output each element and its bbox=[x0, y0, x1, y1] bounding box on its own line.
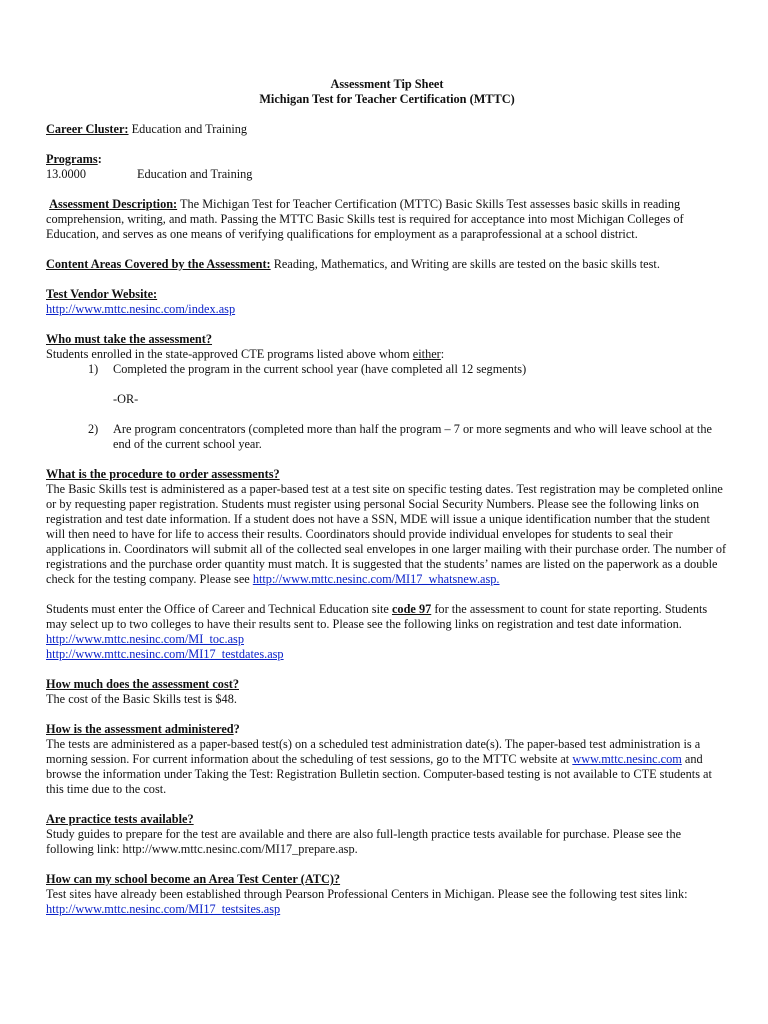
program-code: 13.0000 bbox=[46, 167, 86, 181]
procedure-p2-text-after: for the assessment to count for state reporting. Students may select up to two colleges to have their results sent to. Please see the following links on registration and test date information. bbox=[46, 602, 708, 631]
vendor-link[interactable]: http://www.mttc.nesinc.com/index.asp bbox=[46, 302, 236, 316]
procedure-p2-text: Students must enter the Office of Career and Technical Education site bbox=[46, 602, 392, 616]
cost-heading: How much does the assessment cost? bbox=[46, 677, 239, 691]
content-areas-text: Reading, Mathematics, and Writing are skills are tested on the basic skills test. bbox=[270, 257, 660, 271]
administered-text: The tests are administered as a paper-based test(s) on a scheduled test administration date(s). The paper-based test administration is a morning session. For current information about the scheduling of test sessions, go to the MTTC website at bbox=[46, 737, 701, 766]
administered-paragraph bbox=[46, 737, 728, 797]
testsites-link[interactable]: http://www.mttc.nesinc.com/MI17_testsites.asp bbox=[46, 902, 281, 916]
who-intro-text: Students enrolled in the state-approved CTE programs listed above whom bbox=[46, 347, 413, 361]
content-areas bbox=[46, 257, 728, 272]
assessment-description bbox=[46, 197, 728, 242]
administered-heading bbox=[46, 722, 728, 737]
whatsnew-link[interactable]: http://www.mttc.nesinc.com/MI17_whatsnew.asp. bbox=[252, 572, 500, 586]
career-cluster-value: Education and Training bbox=[128, 122, 248, 136]
testdates-link[interactable]: http://www.mttc.nesinc.com/MI17_testdates.asp bbox=[46, 647, 284, 661]
who-intro-colon: : bbox=[440, 347, 445, 361]
programs-label: Programs bbox=[46, 152, 98, 166]
programs-heading bbox=[46, 152, 728, 167]
assessment-description-text: The Michigan Test for Teacher Certification (MTTC) Basic Skills Test assesses basic skills in reading comprehension, writing, and math. Passing the MTTC Basic Skills test is required for acceptance into most Michigan Colleges of Education, and serves as one means of verifying qualifications for employment as a paraprofessional at a school district. bbox=[46, 197, 684, 241]
career-cluster bbox=[46, 122, 728, 137]
programs-colon: : bbox=[97, 152, 102, 166]
cost-text: The cost of the Basic Skills test is $48. bbox=[46, 692, 237, 706]
list-item bbox=[88, 362, 728, 377]
procedure-heading: What is the procedure to order assessments? bbox=[46, 467, 280, 481]
site-code: code 97 bbox=[391, 602, 432, 616]
who-intro bbox=[46, 347, 728, 362]
administered-qmark: ? bbox=[233, 722, 240, 736]
who-list-2 bbox=[46, 422, 728, 452]
career-cluster-label: Career Cluster: bbox=[46, 122, 129, 136]
list-item bbox=[88, 422, 728, 452]
who-intro-either: either bbox=[412, 347, 441, 361]
program-row bbox=[46, 167, 728, 182]
doc-title-line1: Assessment Tip Sheet bbox=[330, 77, 444, 91]
doc-title-line2: Michigan Test for Teacher Certification (MTTC) bbox=[259, 92, 515, 106]
who-list bbox=[46, 362, 728, 377]
vendor-heading: Test Vendor Website: bbox=[46, 287, 158, 301]
mttc-website-link[interactable]: www.mttc.nesinc.com bbox=[572, 752, 682, 766]
toc-link[interactable]: http://www.mttc.nesinc.com/MI_toc.asp bbox=[46, 632, 244, 646]
practice-heading: Are practice tests available? bbox=[46, 812, 194, 826]
procedure-paragraph-2 bbox=[46, 602, 728, 632]
atc-text: Test sites have already been established through Pearson Professional Centers in Michigan. Please see the following test sites link: bbox=[46, 887, 688, 901]
procedure-paragraph bbox=[46, 482, 728, 587]
practice-text: Study guides to prepare for the test are available and there are also full-length practice tests available for purchase. Please see the following link: http://www.mttc.nesinc.com/MI17_prepare.asp. bbox=[46, 827, 682, 856]
or-separator: -OR- bbox=[113, 392, 139, 406]
assessment-description-label: Assessment Description: bbox=[49, 197, 178, 211]
list-item-text: Completed the program in the current school year (have completed all 12 segments) bbox=[113, 362, 527, 376]
procedure-text: The Basic Skills test is administered as a paper-based test at a test site on specific testing dates. Test registration may be completed online or by requesting paper registration. Students must register using personal Social Security Numbers. Please see the following links on registration and test date information. If a student does not have a SSN, MDE will issue a unique identification number that the student will then need to have for life to access their results. Coordinators should provide individual envelopes for students to seal their applications in. Coordinators will submit all of the collected seal envelopes in one larger mailing with their purchase order. The number of registrations and the purchase order quantity must match. It is suggested that the students’ names are listed on the paperwork as a double check for the testing company. Please see bbox=[46, 482, 727, 586]
list-item-text: Are program concentrators (completed more than half the program – 7 or more segments and who will leave school at the end of the current school year. bbox=[113, 422, 712, 451]
administered-text-after: and browse the information under Taking the Test: Registration Bulletin section. Computer-based testing is not available to CTE students at this time due to the cost. bbox=[46, 752, 712, 796]
who-heading: Who must take the assessment? bbox=[46, 332, 213, 346]
content-areas-label: Content Areas Covered by the Assessment: bbox=[46, 257, 271, 271]
list-item-number: 1) bbox=[88, 362, 99, 376]
program-name: Education and Training bbox=[137, 167, 253, 181]
administered-heading-text: How is the assessment administered bbox=[46, 722, 234, 736]
atc-heading: How can my school become an Area Test Center (ATC)? bbox=[46, 872, 341, 886]
list-item-number: 2) bbox=[88, 422, 99, 436]
